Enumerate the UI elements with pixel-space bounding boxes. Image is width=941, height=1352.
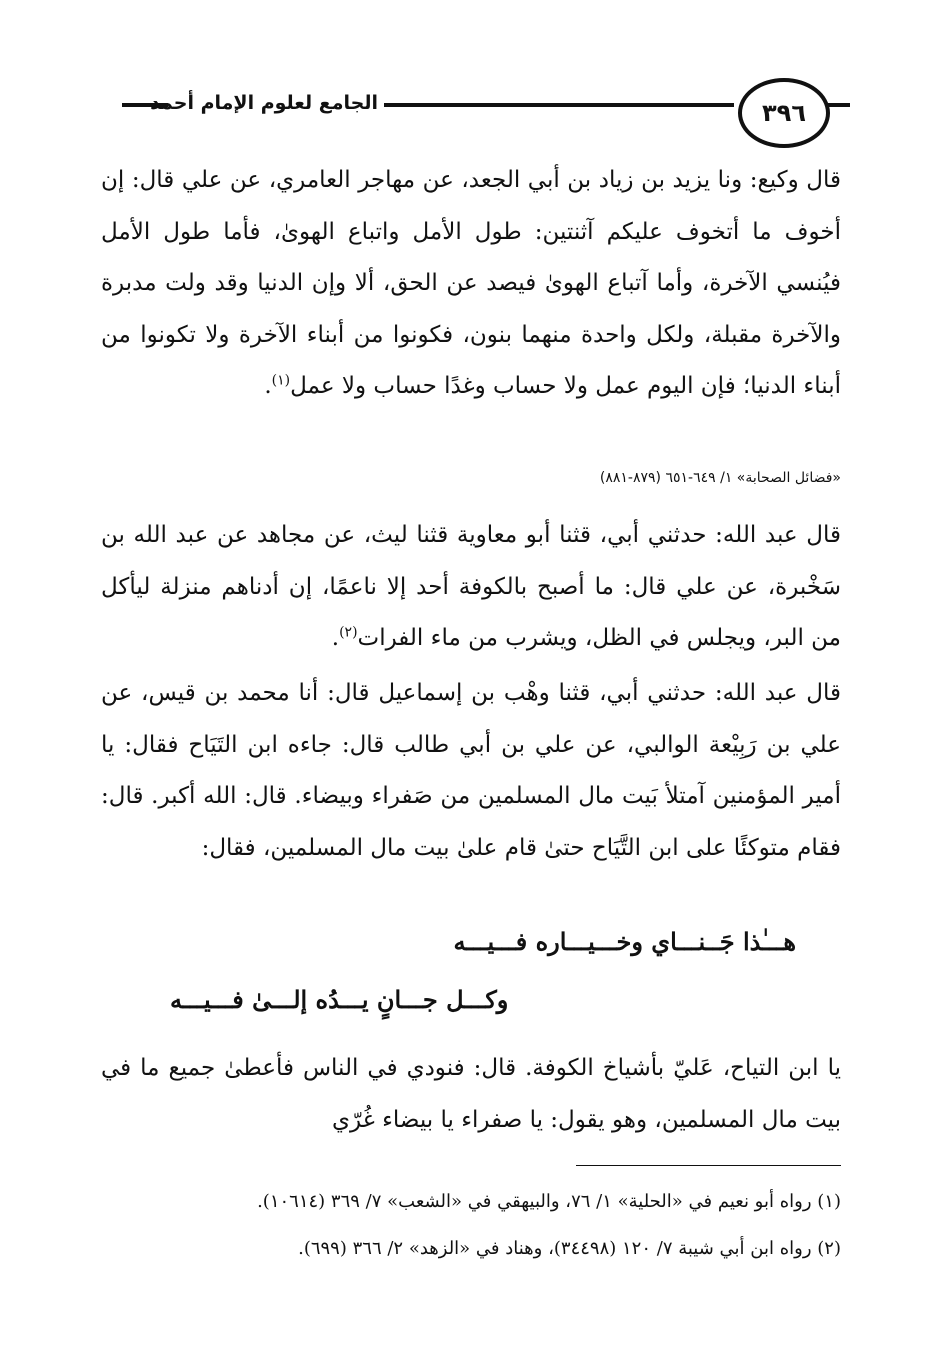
- paragraph-2: [101, 510, 841, 665]
- paragraph-2-text: قال عبد الله: حدثني أبي، قثنا أبو معاوية قثنا ليث، عن مجاهد عن عبد الله بن سَخْبرة، عن علي قال: ما أصبح بالكوفة أحد إلا ناعمًا، إن أدناهم منزلة ليأكل من البر، ويجلس في الظل، ويشرب من ماء الفرات: [101, 522, 841, 651]
- paragraph-1-text: قال وكيع: ونا يزيد بن زياد بن أبي الجعد، عن مهاجر العامري، عن علي قال: إن أخوف ما أتخوف عليكم آثنتين: طول الأمل واتباع الهوىٰ، فأما طول الأمل فيُنسي الآخرة، وأما آتباع الهوىٰ فيصد عن الحق، ألا وإن الدنيا وقد ولت مدبرة والآخرة مقبلة، ولكل واحدة منهما بنون، فكونوا من أبناء الآخرة ولا تكونوا من أبناء الدنيا؛ فإن اليوم عمل ولا حساب وغدًا حساب ولا عمل: [101, 167, 841, 399]
- source-reference: «فضائل الصحابة» ١/ ٦٤٩-٦٥١ (٨٧٩-٨٨١): [599, 470, 841, 486]
- footnote-1-mark: (١): [817, 1191, 841, 1212]
- header-rule-middle: [384, 103, 734, 107]
- running-title: الجامع لعلوم الإمام أحمد: [150, 92, 378, 114]
- footnote-2-text: رواه ابن أبي شيبة ٧/ ١٢٠ (٣٤٤٩٨)، وهناد في «الزهد» ٢/ ٣٦٦ (٦٩٩).: [298, 1238, 812, 1259]
- footnote-separator: [576, 1165, 841, 1166]
- verse-line-2: وكـــل جـــانٍ يـــدُه إلـــىٰ فـــيـــه: [170, 985, 509, 1014]
- paragraph-2-end: .: [331, 625, 340, 651]
- footnote-2-mark: (٢): [817, 1238, 841, 1259]
- footnote-1-text: رواه أبو نعيم في «الحلية» ١/ ٧٦، والبيهقي في «الشعب» ٧/ ٣٦٩ (١٠٦١٤).: [257, 1191, 812, 1212]
- paragraph-3: [101, 668, 841, 874]
- footnote-marker-1: (١): [271, 372, 291, 389]
- footnote-marker-2: (٢): [339, 624, 358, 641]
- paragraph-4: [101, 1043, 841, 1146]
- footnote-1: [101, 1188, 841, 1216]
- paragraph-1: [101, 155, 841, 413]
- paragraph-4-text: يا ابن التياح، عَليّ بأشياخ الكوفة. قال: فنودي في الناس فأعطىٰ جميع ما في بيت مال المسلمين، وهو يقول: يا صفراء يا بيضاء غُرّي: [101, 1055, 841, 1133]
- header-rule-right: [828, 103, 850, 107]
- paragraph-3-text: قال عبد الله: حدثني أبي، قثنا وهْب بن إسماعيل قال: أنا محمد بن قيس، عن علي بن رَبِيْعة الوالبي، عن علي بن أبي طالب قال: جاءه ابن التَيَاح فقال: يا أمير المؤمنين آمتلأ بَيت مال المسلمين من صَفراء وبيضاء. قال: الله أكبر. قال: فقام متوكئًا على ابن التَّيَاح حتىٰ قام علىٰ بيت مال المسلمين، فقال:: [101, 680, 841, 861]
- footnote-2: [101, 1235, 841, 1263]
- paragraph-1-end: .: [264, 373, 272, 399]
- verse-line-1: هـــٰذا جَــنـــاي وخـــيـــاره فـــيـــه: [453, 927, 796, 956]
- page-number: ٣٩٦: [738, 78, 830, 148]
